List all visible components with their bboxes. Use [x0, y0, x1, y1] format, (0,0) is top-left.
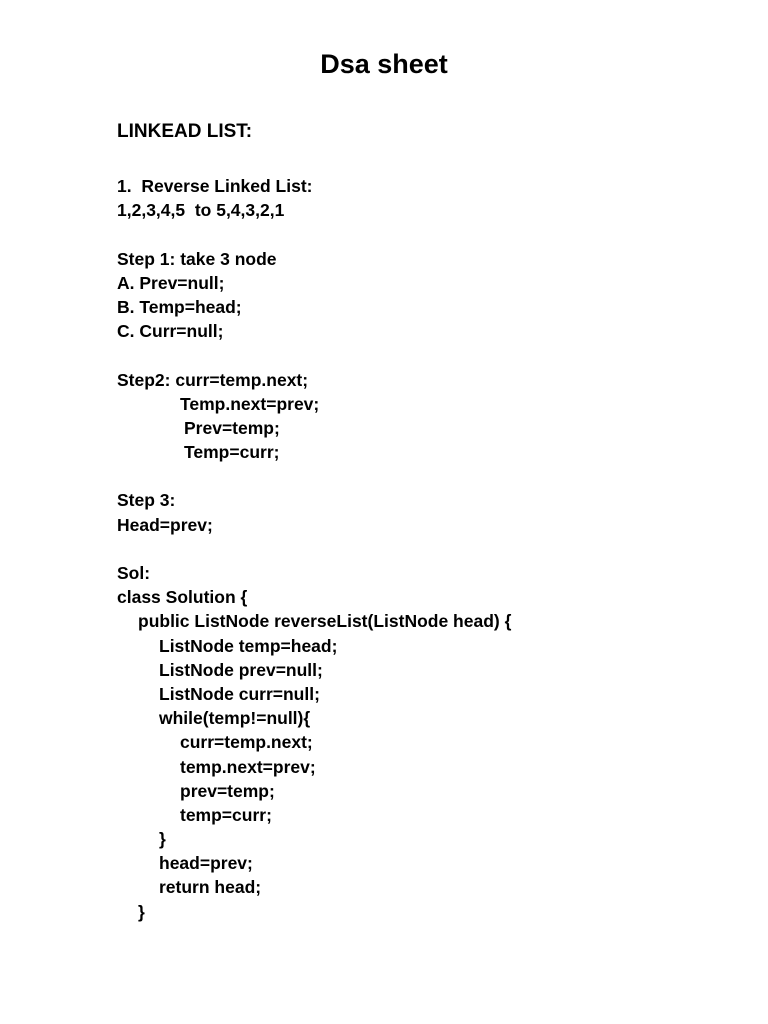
step1-label: Step 1: take 3 node — [117, 248, 277, 269]
document-body — [117, 174, 757, 924]
spacer — [117, 464, 757, 488]
problem-title: 1. Reverse Linked List: — [117, 176, 313, 196]
code-line: return head; — [159, 877, 262, 898]
step2-line: Prev=temp; — [184, 417, 280, 438]
step1-b: B. Temp=head; — [117, 296, 242, 317]
code-line: ListNode curr=null; — [159, 683, 320, 704]
code-line: } — [159, 829, 166, 850]
step2-line: Temp=curr; — [184, 442, 280, 463]
code-line: public ListNode reverseList(ListNode head) { — [138, 611, 512, 632]
step3-line: Head=prev; — [117, 514, 213, 535]
code-line: temp=curr; — [180, 804, 272, 825]
section-heading: LINKEAD LIST: — [117, 121, 253, 142]
code-line: ListNode prev=null; — [159, 659, 323, 680]
code-line: curr=temp.next; — [180, 732, 313, 753]
step1-c: C. Curr=null; — [117, 321, 224, 342]
step3-label: Step 3: — [117, 490, 176, 511]
code-line: while(temp!=null){ — [159, 708, 311, 729]
code-line: } — [138, 901, 145, 922]
code-line: head=prev; — [159, 853, 253, 874]
solution-label: Sol: — [117, 563, 151, 583]
problem-example: 1,2,3,4,5 to 5,4,3,2,1 — [117, 200, 285, 221]
code-line: prev=temp; — [180, 780, 275, 801]
page-title: Dsa sheet — [320, 49, 448, 79]
code-line: class Solution { — [117, 587, 248, 608]
spacer — [117, 222, 757, 246]
step2-line: Step2: curr=temp.next; — [117, 369, 309, 390]
step1-a: A. Prev=null; — [117, 272, 225, 293]
code-line: temp.next=prev; — [180, 756, 316, 777]
step2-line: Temp.next=prev; — [180, 393, 320, 414]
spacer — [117, 537, 757, 561]
spacer — [117, 343, 757, 367]
code-line: ListNode temp=head; — [159, 635, 338, 656]
